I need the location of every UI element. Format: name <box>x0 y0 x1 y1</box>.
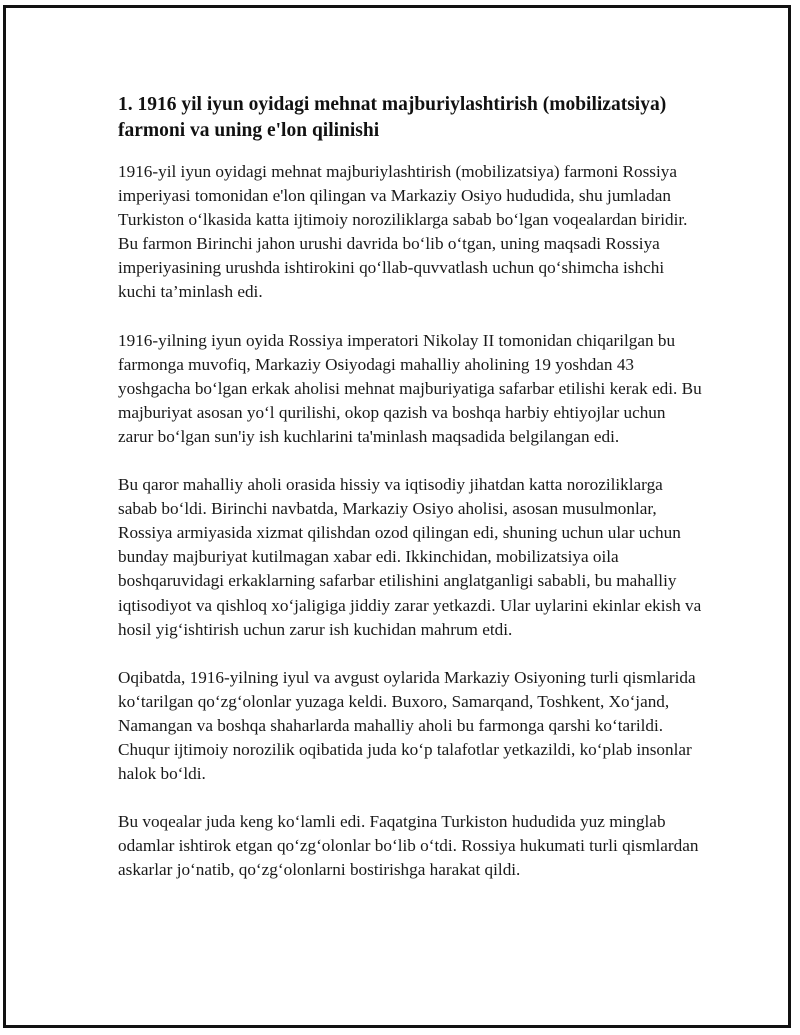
paragraph-scale: Bu voqealar juda keng ko‘lamli edi. Faqatgina Turkiston hududida yuz minglab odamlar ishtirok etgan qo‘zg‘olonlar bo‘lib o‘tdi. Rossiya hukumati turli qismlardan askarlar jo‘natib, qo‘zg‘olonlarni bostirishga harakat qildi. <box>118 812 699 880</box>
paragraph-decree-details: 1916-yilning iyun oyida Rossiya imperatori Nikolay II tomonidan chiqarilgan bu farmonga muvofiq, Markaziy Osiyodagi mahalliy aholining 19 yoshdan 43 yoshgacha bo‘lgan erkak aholisi mehnat majburiyatiga safarbar etilishi kerak edi. Bu majburiyat asosan yo‘l qurilishi, okop qazish va boshqa harbiy ehtiyojlar uchun zarur bo‘lgan sun'iy ish kuchlarini ta'minlash maqsadida belgilangan edi. <box>118 330 702 446</box>
paragraph-intro: 1916-yil iyun oyidagi mehnat majburiylashtirish (mobilizatsiya) farmoni Rossiya imperiyasi tomonidan e'lon qilingan va Markaziy Osiyo hududida, shu jumladan Turkiston o‘lkasida katta ijtimoiy noroziliklarga sabab bo‘lgan voqealardan biridir. Bu farmon Birinchi jahon urushi davrida bo‘lib o‘tgan, uning maqsadi Rossiya imperiyasining urushda ishtirokini qo‘llab-quvvatlash uchun qo‘shimcha ishchi kuchi ta’minlash edi. <box>118 162 688 302</box>
document-body <box>114 92 704 906</box>
paragraph-uprisings: Oqibatda, 1916-yilning iyul va avgust oylarida Markaziy Osiyoning turli qismlarida ko‘tarilgan qo‘zg‘olonlar yuzaga keldi. Buxoro, Samarqand, Toshkent, Xo‘jand, Namangan va boshqa shaharlarda mahalliy aholi bu farmonga qarshi ko‘tarildi. Chuqur ijtimoiy norozilik oqibatida juda ko‘p talafotlar yetkazildi, ko‘plab insonlar halok bo‘ldi. <box>118 667 696 784</box>
section-title: 1. 1916 yil iyun oyidagi mehnat majburiylashtirish (mobilizatsiya) farmoni va uning e'lon qilinishi <box>118 94 667 141</box>
paragraph-discontent: Bu qaror mahalliy aholi orasida hissiy va iqtisodiy jihatdan katta noroziliklarga sabab bo‘ldi. Birinchi navbatda, Markaziy Osiyo aholisi, asosan musulmonlar, Rossiya armiyasida xizmat qilishdan ozod qilingan edi, shuning uchun ular uchun bunday majburiyat kutilmagan xabar edi. Ikkinchidan, mobilizatsiya oila boshqaruvidagi erkaklarning safarbar etilishini anglatganligi sababli, bu mahalliy iqtisodiyot va qishloq xo‘jaligiga jiddiy zarar yetkazdi. Ular uylarini ekinlar ekish va hosil yig‘ishtirish uchun zarur ish kuchidan mahrum etdi. <box>118 475 702 639</box>
